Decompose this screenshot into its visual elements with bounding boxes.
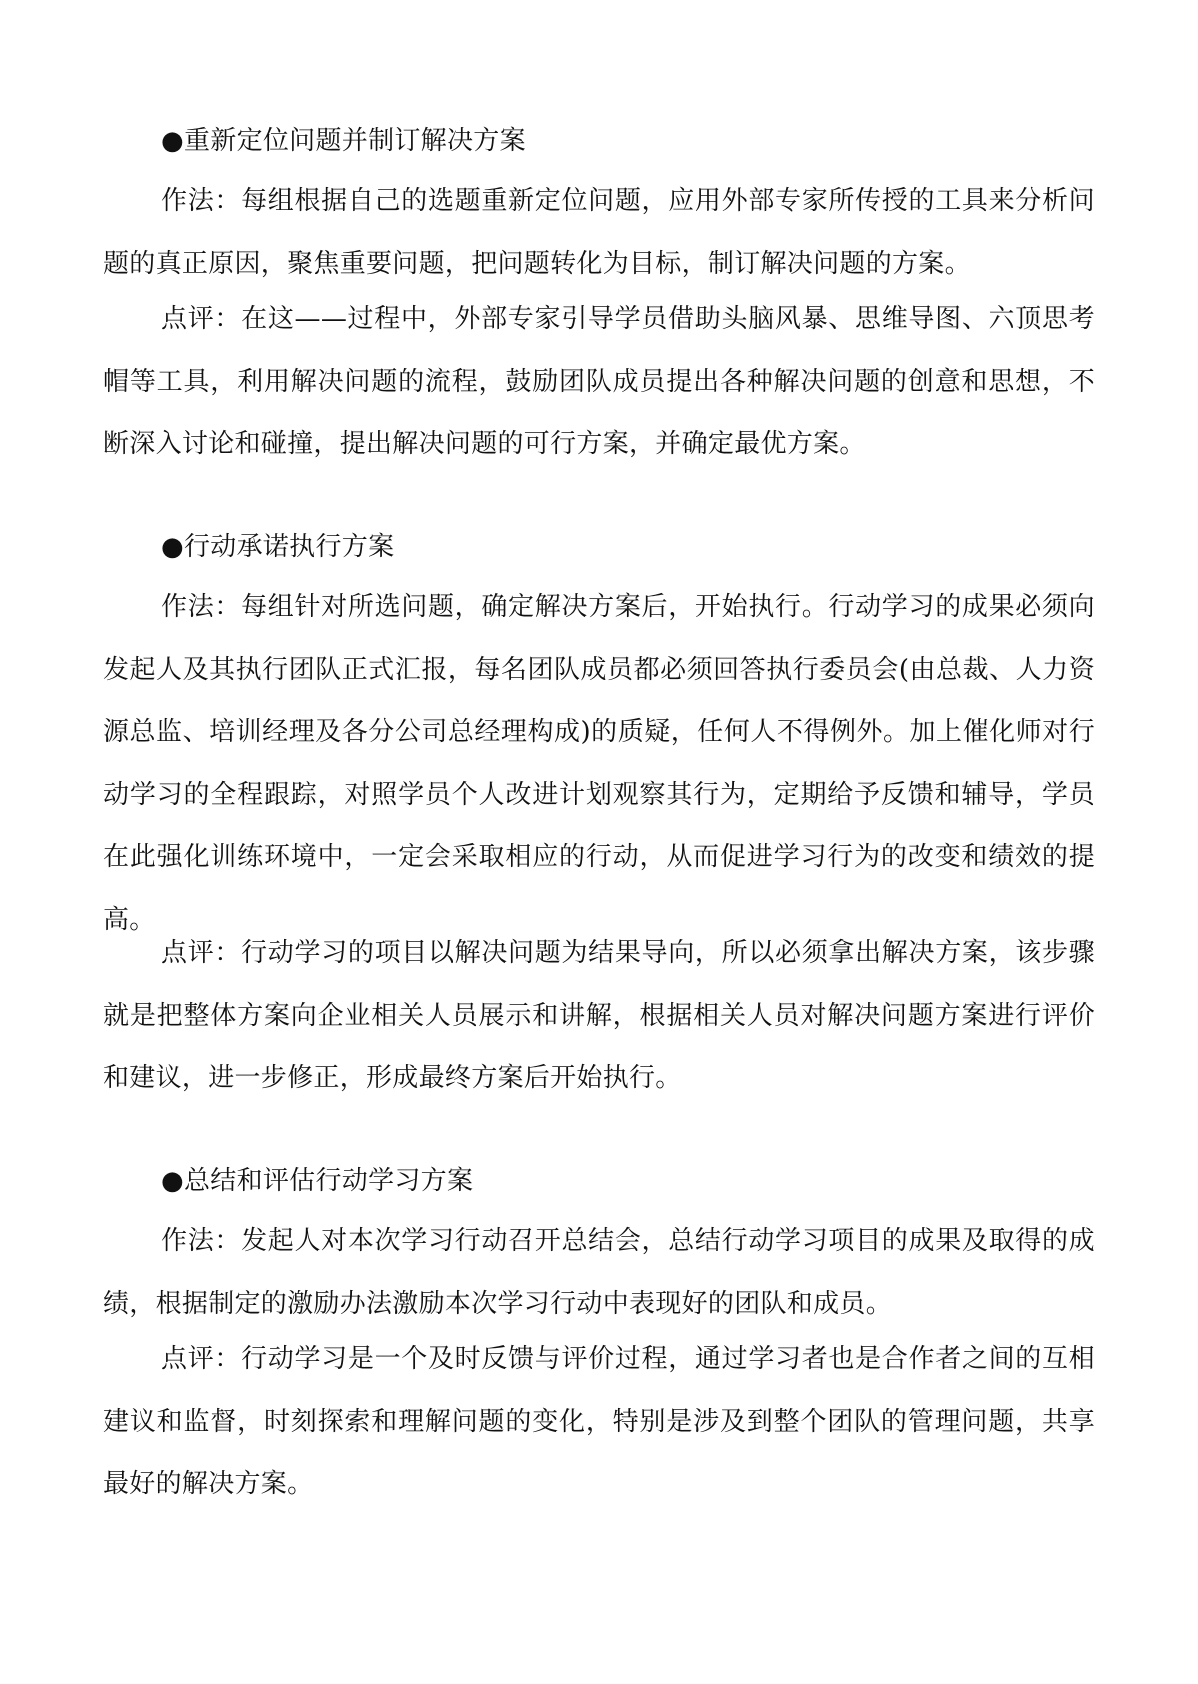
section-heading-reposition: ●重新定位问题并制订解决方案 (161, 126, 526, 156)
paragraph-execute-method: 作法：每组针对所选问题，确定解决方案后，开始执行。行动学习的成果必须向发起人及其执行团队正式汇报，每名团队成员都必须回答执行委员会(由总裁、人力资源总监、培训经理及各分公司总经理构成)的质疑，任何人不得例外。加上催化师对行动学习的全程跟踪，对照学员个人改进计划观察其行为，定期给予反馈和辅导，学员在此强化训练环境中，一定会采取相应的行动，从而促进学习行为的改变和绩效的提高。 (103, 592, 1095, 935)
paragraph-reposition-method: 作法：每组根据自己的选题重新定位问题，应用外部专家所传授的工具来分析问题的真正原因，聚焦重要问题，把问题转化为目标，制订解决问题的方案。 (103, 186, 1095, 279)
paragraph-summary-method: 作法：发起人对本次学习行动召开总结会，总结行动学习项目的成果及取得的成绩，根据制定的激励办法激励本次学习行动中表现好的团队和成员。 (103, 1226, 1095, 1319)
section-heading-summary: ●总结和评估行动学习方案 (161, 1166, 474, 1196)
paragraph-reposition-comment: 点评：在这——过程中，外部专家引导学员借助头脑风暴、思维导图、六顶思考帽等工具，利用解决问题的流程，鼓励团队成员提出各种解决问题的创意和思想，不断深入讨论和碰撞，提出解决问题的可行方案，并确定最优方案。 (103, 304, 1095, 459)
paragraph-summary-comment: 点评：行动学习是一个及时反馈与评价过程，通过学习者也是合作者之间的互相建议和监督，时刻探索和理解问题的变化，特别是涉及到整个团队的管理问题，共享最好的解决方案。 (103, 1344, 1095, 1499)
paragraph-execute-comment: 点评：行动学习的项目以解决问题为结果导向，所以必须拿出解决方案，该步骤就是把整体方案向企业相关人员展示和讲解，根据相关人员对解决问题方案进行评价和建议，进一步修正，形成最终方案后开始执行。 (103, 938, 1095, 1093)
section-heading-execute: ●行动承诺执行方案 (161, 532, 395, 562)
